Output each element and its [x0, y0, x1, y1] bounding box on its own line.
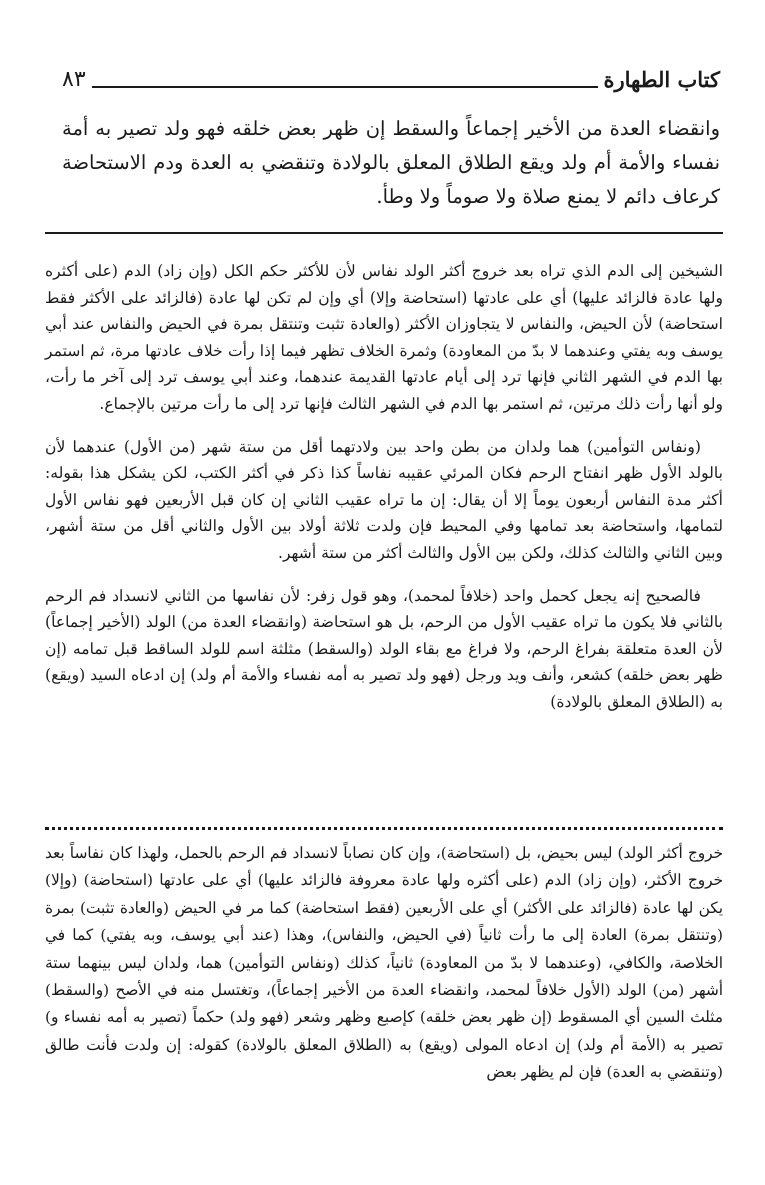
- commentary: [45, 258, 723, 732]
- commentary-paragraph: (ونفاس التوأمين) هما ولدان من بطن واحد بين ولادتهما أقل من ستة شهر (من الأول) عندهما لأن بالولد الأول ظهر انفتاح الرحم فكان المرئي عقيبه نفاساً كذا ذكر في أكثر الكتب، لكن يشكل هذا بقوله: أكثر مدة النفاس أربعون يوماً إلا أن يقال: إن ما تراه عقيب الثاني إن كان قبل الأربعين فهو نفاس الأول لتمامها، واستحاضة بعد تمامها وفي المحيط فإن ولدت ثلاثة أولاد بين الأول والثاني أقل من ستة أشهر، وبين الثاني والثالث كذلك، ولكن بين الأول والثالث أكثر من ستة أشهر.: [45, 437, 723, 562]
- commentary-paragraph: فالصحيح إنه يجعل كحمل واحد (خلافاً لمحمد)، وهو قول زفر: لأن نفاسها من الثاني لانسداد فم الرحم بالثاني فلا يكون ما تراه عقيب الأول من الرحم، بل هو استحاضة (وانقضاء العدة من) الولد (الأخير إجماعاً) لأن العدة متعلقة بفراغ الرحم، ولا فراغ مع بقاء الولد (والسقط) مثلثة اسم للولد الساقط قبل تمامه (إن ظهر بعض خلقه) كشعر، وأنف ويد ورجل (فهو ولد تصير به أمه نفساء والأمة أم ولد) إن ادعاه السيد (ويقع) به (الطلاق المعلق بالولادة): [45, 586, 723, 711]
- running-header: [62, 66, 720, 94]
- book-title: كتاب الطهارة: [603, 67, 720, 92]
- section-divider: [45, 232, 723, 234]
- dotted-separator: [45, 827, 723, 830]
- footnotes: [45, 840, 723, 1087]
- commentary-paragraph: الشيخين إلى الدم الذي تراه بعد خروج أكثر الولد نفاس لأن للأكثر حكم الكل (وإن زاد) الدم (على أكثره ولها عادة فالزائد عليها) أي على عادتها (استحاضة وإلا) أي وإن لم تكن لها عادة (فالزائد على الأكثر فقط استحاضة) لأن الحيض، والنفاس لا يتجاوزان الأكثر (والعادة تثبت وتنتقل بمرة في الحيض والنفاس عند أبي يوسف وبه يفتي وعندهما لا بدّ من المعاودة) وثمرة الخلاف تظهر فيما إذا رأت خلاف عادتها مرة، ثم استمر بها الدم في الشهر الثاني فإنها ترد إلى أيام عادتها القديمة عندهما، وعند أبي يوسف ترد إلى آخر ما رأت، ولو أنها رأت ذلك مرتين، ثم استمر بها الدم في الشهر الثالث فإنها ترد إلى ما رأت مرتين بالإجماع.: [45, 262, 723, 413]
- main-text: وانقضاء العدة من الأخير إجماعاً والسقط إن ظهر بعض خلقه فهو ولد تصير به أمة نفساء والأمة أم ولد ويقع الطلاق المعلق بالولادة وتنقضي به العدة ودم الاستحاضة كرعاف دائم لا يمنع صلاة ولا صوماً ولا وطأ.: [62, 117, 720, 208]
- footnote-text: خروج أكثر الولد) ليس بحيض، بل (استحاضة)، وإن كان نصاباً لانسداد فم الرحم بالحمل، ولهذا كان نفاساً بعد خروج الأكثر، (وإن زاد) الدم (على أكثره ولها عادة معروفة فالزائد عليها) أي على عادتها (استحاضة) (وإلا) يكن لها عادة (فالزائد على الأكثر) أي على الأربعين (فقط استحاضة) كما مر في الحيض (والعادة تثبت) بمرة (وتنتقل بمرة) العادة إلى ما رأت ثانياً (في الحيض، والنفاس)، وهذا (عند أبي يوسف، وبه يفتي) كما في الخلاصة، والكافي، (وعندهما لا بدّ من المعاودة) ثانياً، كذلك (ونفاس التوأمين) هما، ولدان ليس بينهما ستة أشهر (من) الولد (الأول خلافاً لمحمد، وانقضاء العدة من الأخير إجماعاً)، وتغتسل منه في الأصح (والسقط) مثلث السين أي المسقوط (إن ظهر بعض خلقه) كإصبع وظهر وشعر (فهو ولد) حكماً (تصير به أمه نفساء و) تصير به (الأمة أم ولد) إن ادعاه المولى (ويقع) به (الطلاق المعلق بالولادة) كقوله: إن ولدت فأنت طالق (وتنقضي به العدة) فإن لم يظهر بعض: [45, 844, 723, 1082]
- page-number: ٨٣: [62, 67, 86, 92]
- header-rule: [92, 86, 598, 88]
